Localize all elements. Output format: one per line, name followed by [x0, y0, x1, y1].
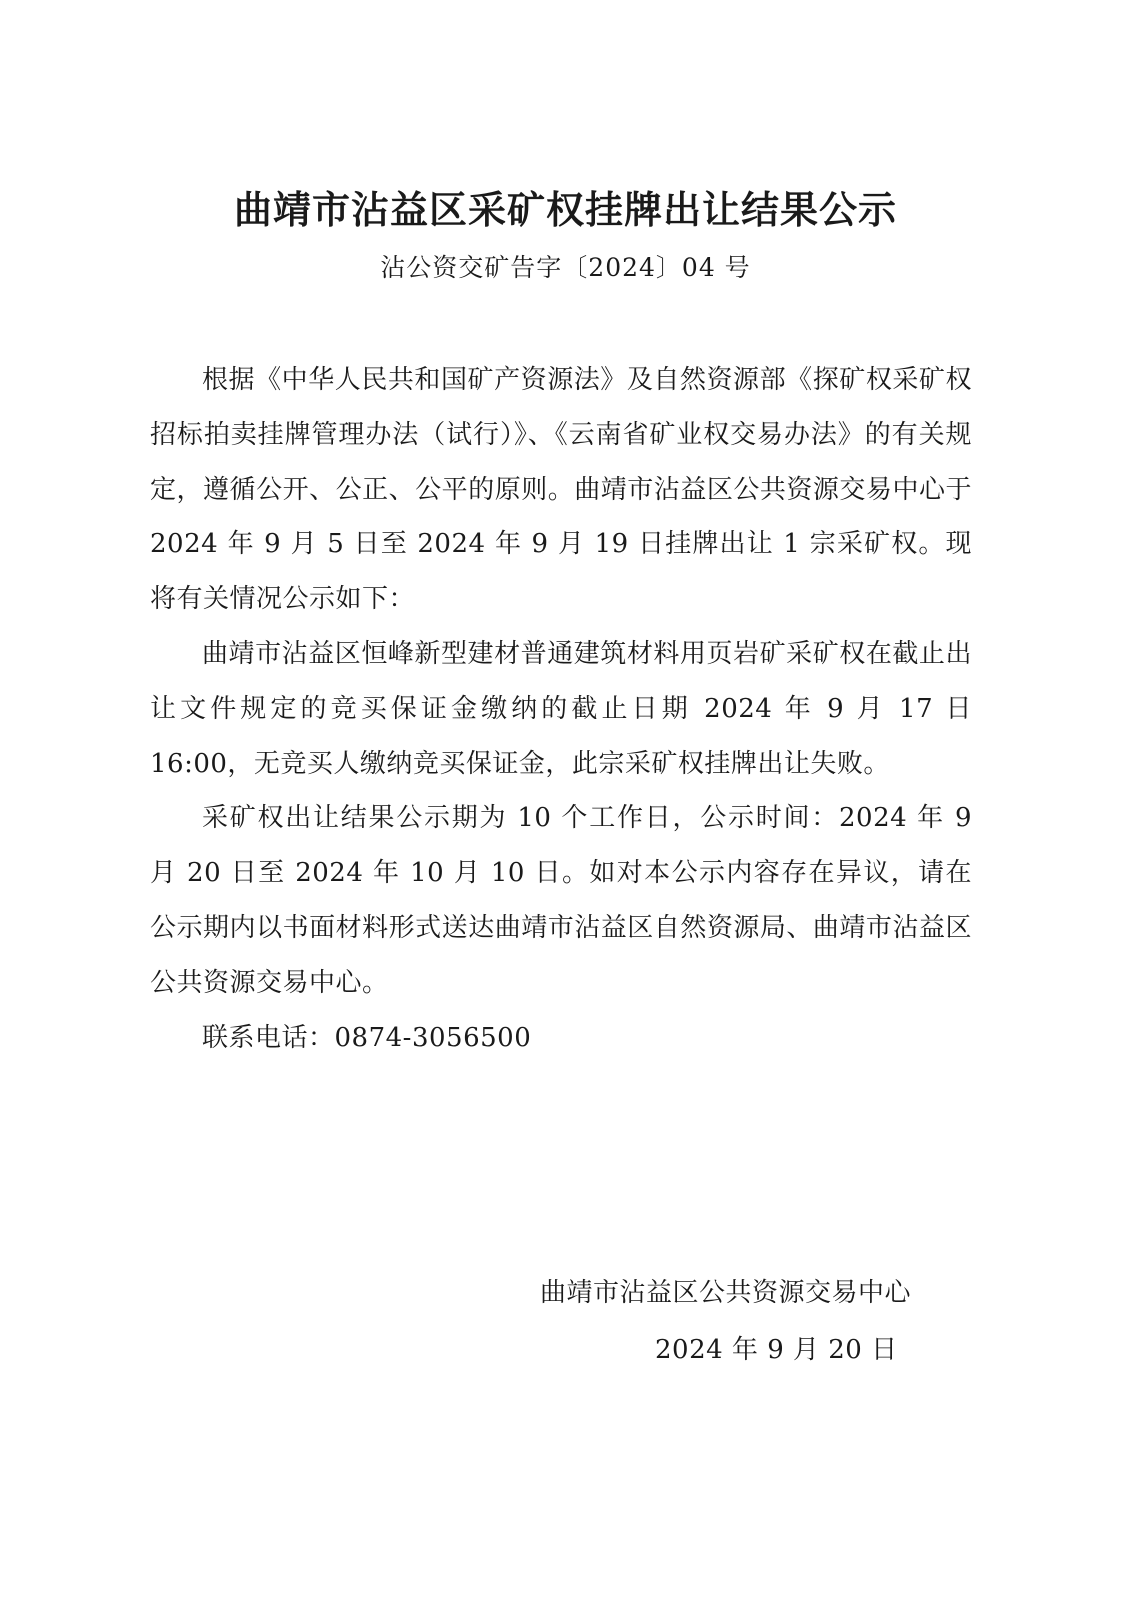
- document-number: 沾公资交矿告字〔2024〕04 号: [380, 253, 751, 282]
- paragraph-result: 曲靖市沾益区恒峰新型建材普通建筑材料用页岩矿采矿权在截止出让文件规定的竞买保证金缴纳的截止日期 2024 年 9 月 17 日 16:00，无竞买人缴纳竞买保证金，此宗采矿权挂牌出让失败。: [150, 638, 972, 779]
- signature-organization: 曲靖市沾益区公共资源交易中心: [540, 1278, 912, 1308]
- document-title: 曲靖市沾益区采矿权挂牌出让结果公示: [233, 187, 897, 232]
- paragraph-legal-basis: 根据《中华人民共和国矿产资源法》及自然资源部《探矿权采矿权招标拍卖挂牌管理办法（试行）》、《云南省矿业权交易办法》的有关规定，遵循公开、公正、公平的原则。曲靖市沾益区公共资源交易中心于 2024 年 9 月 5 日至 2024 年 9 月 19 日挂牌出让 1 宗采矿权。现将有关情况公示如下：: [150, 365, 972, 615]
- document-body: [150, 353, 972, 1065]
- paragraph-publicity-period: 采矿权出让结果公示期为 10 个工作日，公示时间：2024 年 9 月 20 日至 2024 年 10 月 10 日。如对本公示内容存在异议，请在公示期内以书面材料形式送达曲靖市沾益区自然资源局、曲靖市沾益区公共资源交易中心。: [150, 803, 972, 998]
- signature-date: 2024 年 9 月 20 日: [655, 1335, 898, 1365]
- paragraph-contact-phone: 联系电话：0874-3056500: [202, 1022, 532, 1053]
